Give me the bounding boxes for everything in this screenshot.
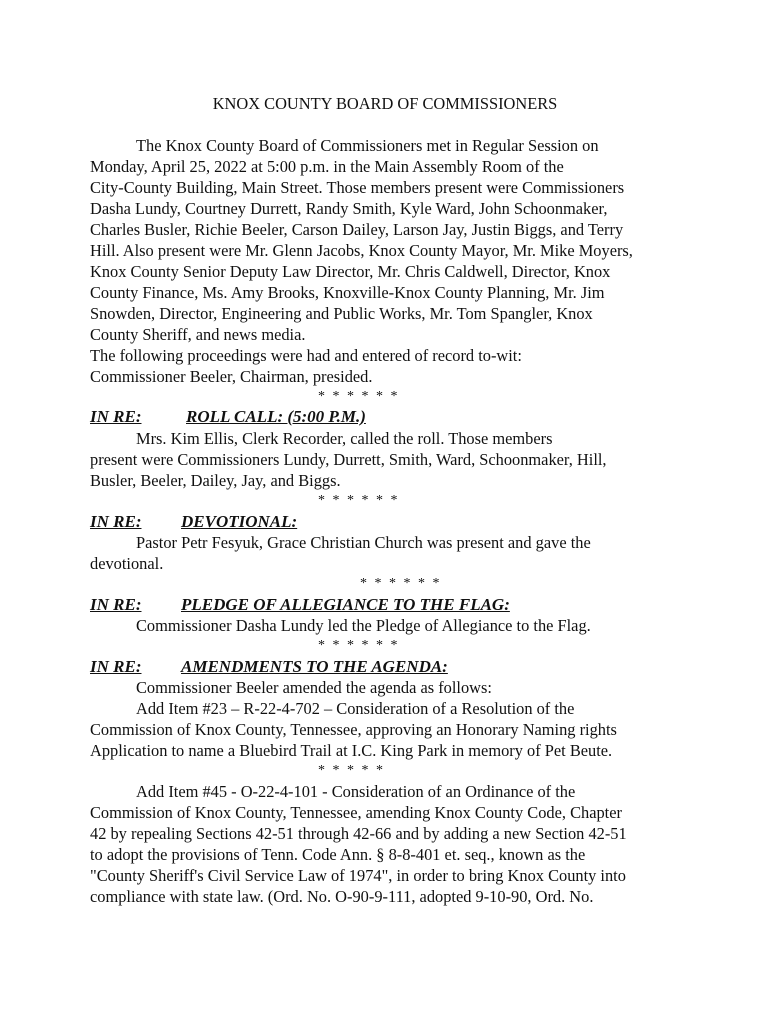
section-heading-pledge [90, 595, 510, 615]
devotional-title: DEVOTIONAL: [181, 512, 298, 531]
inre-label: IN RE: [90, 595, 142, 614]
roll-call-line: Mrs. Kim Ellis, Clerk Recorder, called the roll. Those members [136, 429, 553, 448]
section-separator: * * * * * * [318, 389, 400, 404]
inre-label: IN RE: [90, 657, 142, 676]
devotional-line: devotional. [90, 554, 164, 573]
intro-line: County Finance, Ms. Amy Brooks, Knoxville-Knox County Planning, Mr. Jim [90, 283, 605, 302]
amendments-line: Add Item #23 – R-22-4-702 – Consideration of a Resolution of the [136, 699, 575, 718]
section-heading-devotional [90, 512, 298, 532]
item45-line: to adopt the provisions of Tenn. Code Ann. § 8-8-401 et. seq., known as the [90, 845, 586, 864]
item45-line: Add Item #45 - O-22-4-101 - Consideration of an Ordinance of the [136, 782, 576, 801]
intro-line: County Sheriff, and news media. [90, 325, 306, 344]
intro-line: The following proceedings were had and entered of record to-wit: [90, 346, 522, 365]
intro-line: Snowden, Director, Engineering and Public Works, Mr. Tom Spangler, Knox [90, 304, 593, 323]
inre-label: IN RE: [90, 512, 142, 531]
pledge-title: PLEDGE OF ALLEGIANCE TO THE FLAG: [181, 595, 510, 614]
intro-line: Charles Busler, Richie Beeler, Carson Dailey, Larson Jay, Justin Biggs, and Terry [90, 220, 624, 239]
document-title: KNOX COUNTY BOARD OF COMMISSIONERS [212, 94, 558, 113]
intro-line: Monday, April 25, 2022 at 5:00 p.m. in the Main Assembly Room of the [90, 157, 564, 176]
roll-call-line: present were Commissioners Lundy, Durrett, Smith, Ward, Schoonmaker, Hill, [90, 450, 607, 469]
item45-line: "County Sheriff's Civil Service Law of 1974", in order to bring Knox County into [90, 866, 626, 885]
section-heading-roll-call [90, 407, 366, 427]
section-separator: * * * * * [318, 763, 385, 778]
roll-call-title: ROLL CALL: (5:00 P.M.) [186, 407, 366, 426]
amendments-line: Commission of Knox County, Tennessee, approving an Honorary Naming rights [90, 720, 617, 739]
amendments-line: Commissioner Beeler amended the agenda as follows: [136, 678, 492, 697]
section-separator: * * * * * * [318, 638, 400, 653]
intro-line: Hill. Also present were Mr. Glenn Jacobs, Knox County Mayor, Mr. Mike Moyers, [90, 241, 633, 260]
amendments-line: Application to name a Bluebird Trail at I.C. King Park in memory of Pet Beute. [90, 741, 613, 760]
item45-line: 42 by repealing Sections 42-51 through 42-66 and by adding a new Section 42-51 [90, 824, 627, 843]
amendments-title: AMENDMENTS TO THE AGENDA: [181, 657, 448, 676]
roll-call-line: Busler, Beeler, Dailey, Jay, and Biggs. [90, 471, 341, 490]
pledge-line: Commissioner Dasha Lundy led the Pledge of Allegiance to the Flag. [136, 616, 591, 635]
intro-line: Dasha Lundy, Courtney Durrett, Randy Smith, Kyle Ward, John Schoonmaker, [90, 199, 608, 218]
devotional-line: Pastor Petr Fesyuk, Grace Christian Church was present and gave the [136, 533, 591, 552]
section-separator: * * * * * * [318, 493, 400, 508]
intro-line: City-County Building, Main Street. Those members present were Commissioners [90, 178, 625, 197]
intro-line: Knox County Senior Deputy Law Director, Mr. Chris Caldwell, Director, Knox [90, 262, 611, 281]
inre-label: IN RE: [90, 407, 142, 426]
intro-line: The Knox County Board of Commissioners met in Regular Session on [136, 136, 599, 155]
section-separator: * * * * * * [360, 576, 442, 591]
item45-line: Commission of Knox County, Tennessee, amending Knox County Code, Chapter [90, 803, 622, 822]
intro-line: Commissioner Beeler, Chairman, presided. [90, 367, 373, 386]
item45-line: compliance with state law. (Ord. No. O-90-9-111, adopted 9-10-90, Ord. No. [90, 887, 594, 906]
section-heading-amendments [90, 657, 448, 677]
